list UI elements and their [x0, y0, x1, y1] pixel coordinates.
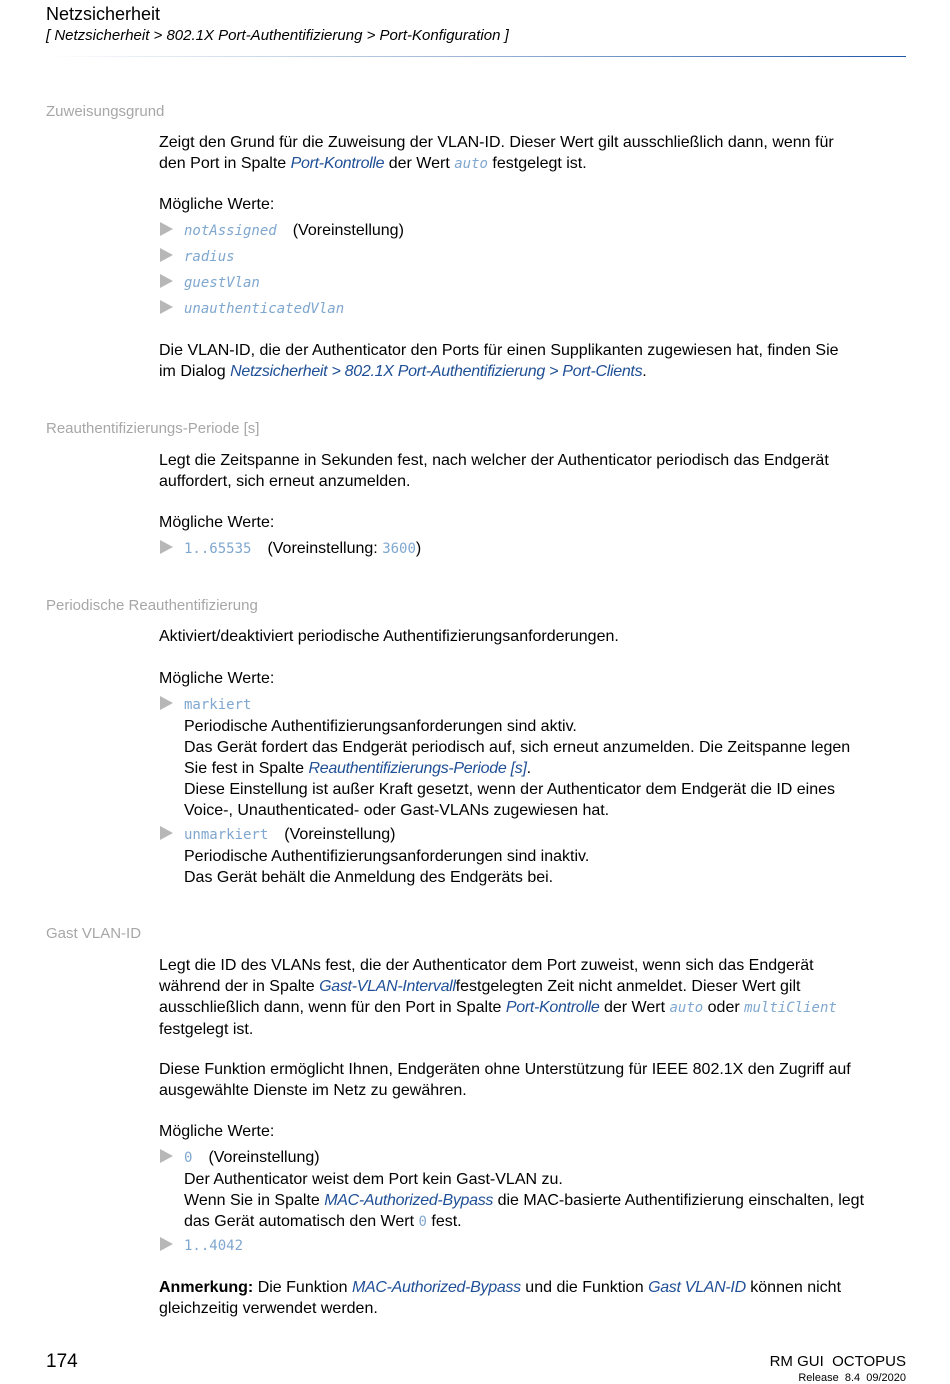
possible-values-heading: Mögliche Werte:	[159, 514, 275, 531]
list-item: notAssigned (Voreinstellung)	[184, 222, 404, 239]
list-item: markiert Periodische Authentifizierungsanforderungen sind aktiv. Das Gerät fordert das Endgerät periodisch auf, sich erneut anzumelden. Die Zeitspanne legen Sie fest in Spalte Reauthentifizierungs-Periode [s]. Diese Einstellung ist außer Kraft gesetzt, wenn der Authenticator dem Endgerät die ID eines Voice-, Unauthenticated- oder Gast-VLANs zugewiesen hat.	[184, 697, 851, 819]
page-number: 174	[46, 1351, 78, 1372]
reauth-period-description: Legt die Zeitspanne in Sekunden fest, nach welcher der Authenticator periodisch das Endgerät auffordert, sich erneut anzumelden.	[159, 452, 829, 490]
bullet-triangle-icon	[160, 826, 173, 840]
list-item: radius	[184, 249, 235, 265]
bullet-triangle-icon	[160, 248, 173, 262]
list-item: unmarkiert (Voreinstellung) Periodische Authentifizierungsanforderungen sind inaktiv. Das Gerät behält die Anmeldung des Endgeräts bei.	[184, 826, 590, 886]
bullet-triangle-icon	[160, 696, 173, 710]
link-reauth-period[interactable]: Reauthentifizierungs-Periode [s]	[308, 760, 527, 777]
periodic-reauth-description: Aktiviert/deaktiviert periodische Authentifizierungsanforderungen.	[159, 628, 619, 645]
bullet-triangle-icon	[160, 1237, 173, 1251]
bullet-triangle-icon	[160, 540, 173, 554]
remark: Anmerkung: Die Funktion MAC-Authorized-Bypass und die Funktion Gast VLAN-ID können nicht gleichzeitig verwendet werden.	[159, 1279, 842, 1317]
list-item: unauthenticatedVlan	[184, 301, 345, 317]
section-label-reauth-period: Reauthentifizierungs-Periode [s]	[46, 420, 260, 437]
breadcrumb: [ Netzsicherheit > 802.1X Port-Authentifizierung > Port-Konfiguration ]	[46, 27, 509, 44]
list-item: 0 (Voreinstellung) Der Authenticator weist dem Port kein Gast-VLAN zu. Wenn Sie in Spalte MAC-Authorized-Bypass die MAC-basierte Authentifizierung einschalten, legt das Gerät automatisch den Wert 0 fest.	[184, 1149, 865, 1230]
bullet-triangle-icon	[160, 1149, 173, 1163]
value-code: auto	[454, 156, 488, 172]
list-item: guestVlan	[184, 275, 260, 291]
section-label-periodic-reauth: Periodische Reauthentifizierung	[46, 597, 258, 614]
link-port-clients[interactable]: Netzsicherheit > 802.1X Port-Authentifizierung > Port-Clients	[230, 363, 643, 380]
list-item: 1..65535 (Voreinstellung: 3600)	[184, 540, 422, 557]
link-mac-authorized-bypass[interactable]: MAC-Authorized-Bypass	[351, 1279, 521, 1296]
page-title: Netzsicherheit	[46, 4, 161, 24]
possible-values-heading: Mögliche Werte:	[159, 1123, 275, 1140]
link-guest-vlan-id[interactable]: Gast VLAN-ID	[648, 1279, 746, 1296]
header-divider	[46, 56, 906, 57]
possible-values-heading: Mögliche Werte:	[159, 196, 275, 213]
link-port-kontrolle[interactable]: Port-Kontrolle	[505, 999, 600, 1016]
link-guest-vlan-interval[interactable]: Gast-VLAN-Intervall	[319, 978, 456, 995]
section-label-zuweisungsgrund: Zuweisungsgrund	[46, 103, 165, 120]
bullet-triangle-icon	[160, 274, 173, 288]
document-title: RM GUI OCTOPUS	[769, 1353, 906, 1370]
guest-vlan-description: Legt die ID des VLANs fest, die der Authenticator dem Port zuweist, wenn sich das Endgerät während der in Spalte Gast-VLAN-Intervallfestgelegten Zeit nicht anmeldet. Dieser Wert gilt ausschließlich dann, wenn für den Port in Spalte Port-Kontrolle der Wert auto oder multiClient festgelegt ist.	[159, 957, 837, 1038]
section-label-guest-vlan: Gast VLAN-ID	[46, 925, 142, 942]
bullet-triangle-icon	[160, 222, 173, 236]
zuweisungsgrund-note: Die VLAN-ID, die der Authenticator den Ports für einen Supplikanten zugewiesen hat, finden Sie im Dialog Netzsicherheit > 802.1X Port-Authentifizierung > Port-Clients.	[159, 342, 839, 380]
guest-vlan-function: Diese Funktion ermöglicht Ihnen, Endgeräten ohne Unterstützung für IEEE 802.1X den Zugriff auf ausgewählte Dienste im Netz zu gewähren.	[159, 1061, 851, 1099]
link-port-kontrolle[interactable]: Port-Kontrolle	[290, 155, 385, 172]
link-mac-authorized-bypass[interactable]: MAC-Authorized-Bypass	[324, 1192, 494, 1209]
bullet-triangle-icon	[160, 300, 173, 314]
possible-values-heading: Mögliche Werte:	[159, 670, 275, 687]
release-info: Release 8.4 09/2020	[798, 1372, 906, 1384]
zuweisungsgrund-description: Zeigt den Grund für die Zuweisung der VLAN-ID. Dieser Wert gilt ausschließlich dann, wenn für den Port in Spalte Port-Kontrolle der Wert auto festgelegt ist.	[159, 134, 834, 172]
list-item: 1..4042	[184, 1238, 244, 1254]
